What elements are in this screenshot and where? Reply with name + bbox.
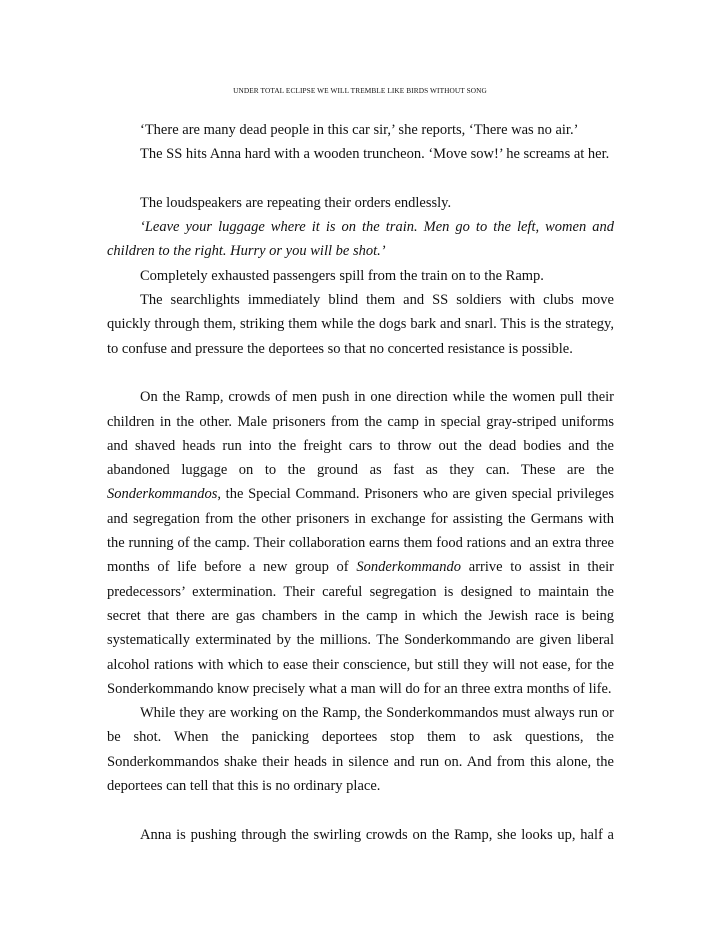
paragraph-passengers-spill: Completely exhausted passengers spill from the train on to the Ramp. — [140, 267, 544, 284]
sonderkommandos-text-2: , the Special Command. Prisoners who are given special privileges and segregation from the other prisoners in exchange for assisting the Germans with the running of the camp. Their collaboration earns them food rations and an extra three months of life before a new group of — [107, 486, 614, 576]
sonderkommandos-text-1: On the Ramp, crowds of men push in one direction while the women pull their children in the other. Male prisoners from the camp in special gray-striped uniforms and shaved heads run into the freight cars to throw out the dead bodies and the abandoned luggage on to the ground as fast as they can. These are the — [107, 389, 614, 479]
sonderkommandos-italic-1: Sonderkommandos — [107, 486, 218, 503]
sonderkommandos-text-3: arrive to assist in their predecessors’ extermination. Their careful segregation is designed to maintain the secret that there are gas chambers in the camp in which the Jewish race is being systematically exterminated by the millions. The Sonderkommando are given liberal alcohol rations with which to ease their conscience, but still they will not ease, for the Sonderkommando know precisely what a man will do for an three extra months of life. — [107, 559, 614, 697]
paragraph-sonderkommandos — [107, 385, 614, 701]
body-text — [107, 118, 614, 847]
paragraph-must-run: While they are working on the Ramp, the Sonderkommandos must always run or be shot. When the panicking deportees stop them to ask questions, the Sonderkommandos shake their heads in silence and run on. And from this alone, the deportees can tell that this is no ordinary place. — [107, 705, 614, 795]
paragraph-ss-hits-anna: The SS hits Anna hard with a wooden truncheon. ‘Move sow!’ he screams at her. — [140, 146, 610, 163]
paragraph-dead-people: ‘There are many dead people in this car sir,’ she reports, ‘There was no air.’ — [140, 122, 579, 138]
running-header: UNDER TOTAL ECLIPSE WE WILL TREMBLE LIKE BIRDS WITHOUT SONG — [233, 86, 487, 95]
paragraph-loudspeaker-orders: ‘Leave your luggage where it is on the train. Men go to the left, women and children to the right. Hurry or you will be shot.’ — [107, 219, 614, 260]
paragraph-searchlights: The searchlights immediately blind them and SS soldiers with clubs move quickly through them, striking them while the dogs bark and snarl. This is the strategy, to confuse and pressure the deportees so that no concerted resistance is possible. — [107, 292, 614, 357]
paragraph-loudspeakers: The loudspeakers are repeating their orders endlessly. — [140, 194, 452, 211]
paragraph-anna-pushing: Anna is pushing through the swirling crowds on the Ramp, she looks up, half a — [140, 826, 614, 843]
sonderkommandos-italic-2: Sonderkommando — [356, 559, 462, 576]
